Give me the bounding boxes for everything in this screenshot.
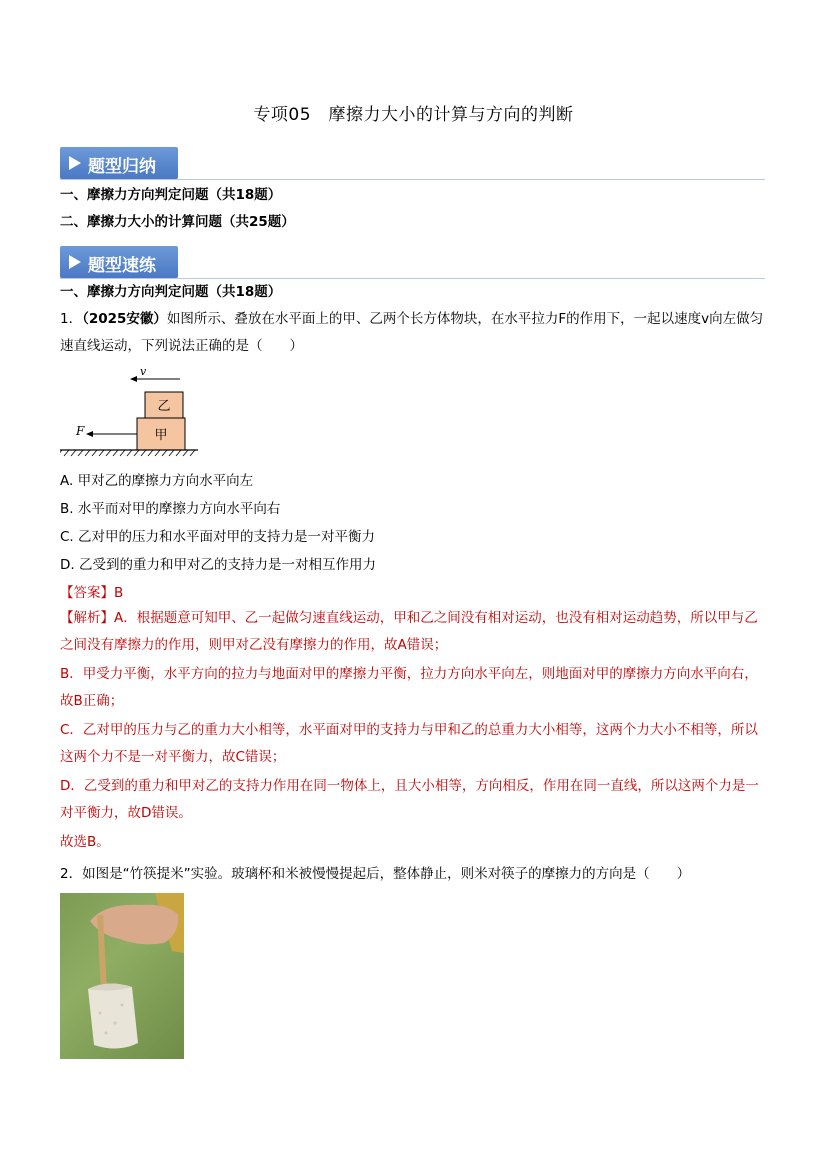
force-label: F <box>76 424 85 438</box>
option-a: A. 甲对乙的摩擦力方向水平向左 <box>60 473 254 489</box>
analysis-c: C．乙对甲的压力与乙的重力大小相等，水平面对甲的支持力与甲和乙的总重力大小相等，这两个力大小不相等，所以这两个力不是一对平衡力，故C错误； <box>60 722 758 765</box>
block-bottom-label: 甲 <box>154 428 168 443</box>
section-heading: 一、摩擦力方向判定问题（共18题） <box>60 284 282 300</box>
section-banner-practice <box>60 246 765 279</box>
summary-item-2: 二、摩擦力大小的计算问题（共25题） <box>60 214 295 230</box>
question-source: （2025安徽） <box>82 311 167 327</box>
question-1-stem <box>60 306 770 360</box>
banner-tab <box>60 147 178 179</box>
banner-tab <box>60 246 178 278</box>
question-text: 如图所示、叠放在水平面上的甲、乙两个长方体物块，在水平拉力F的作用下，一起以速度v向左做匀速直线运动，下列说法正确的是（ ） <box>60 311 764 354</box>
question-number: 1． <box>60 311 83 327</box>
banner-label: 题型速练 <box>88 256 156 276</box>
analysis-b: B．甲受力平衡，水平方向的拉力与地面对甲的摩擦力平衡，拉力方向水平向左，则地面对甲的摩擦力方向水平向右，故B正确； <box>60 666 758 709</box>
analysis-a: 【解析】A．根据题意可知甲、乙一起做匀速直线运动，甲和乙之间没有相对运动，也没有相对运动趋势，所以甲与乙之间没有摩擦力的作用，则甲对乙没有摩擦力的作用，故A错误； <box>60 610 758 653</box>
answer: 【答案】B <box>60 585 124 601</box>
option-c: C. 乙对甲的压力和水平面对甲的支持力是一对平衡力 <box>60 529 376 545</box>
block-diagram <box>60 364 210 459</box>
chopsticks-rice-photo <box>60 893 184 1059</box>
section-banner-summary <box>60 147 765 180</box>
page-title: 专项05 摩擦力大小的计算与方向的判断 <box>253 105 574 125</box>
question-2-stem: 2．如图是“竹筷提米”实验。玻璃杯和米被慢慢提起后，整体静止，则米对筷子的摩擦力的方向是（ ） <box>60 866 691 882</box>
analysis-d: D．乙受到的重力和甲对乙的支持力作用在同一物体上，且大小相等，方向相反，作用在同一直线，所以这两个力是一对平衡力，故D错误。 <box>60 778 759 821</box>
block-top-label: 乙 <box>157 399 171 414</box>
option-b: B. 水平而对甲的摩擦力方向水平向右 <box>60 501 281 517</box>
velocity-label: v <box>140 365 147 378</box>
banner-label: 题型归纳 <box>88 157 156 177</box>
analysis-conclusion: 故选B。 <box>60 834 110 850</box>
summary-item-1: 一、摩擦力方向判定问题（共18题） <box>60 187 282 203</box>
option-d: D. 乙受到的重力和甲对乙的支持力是一对相互作用力 <box>60 557 376 573</box>
